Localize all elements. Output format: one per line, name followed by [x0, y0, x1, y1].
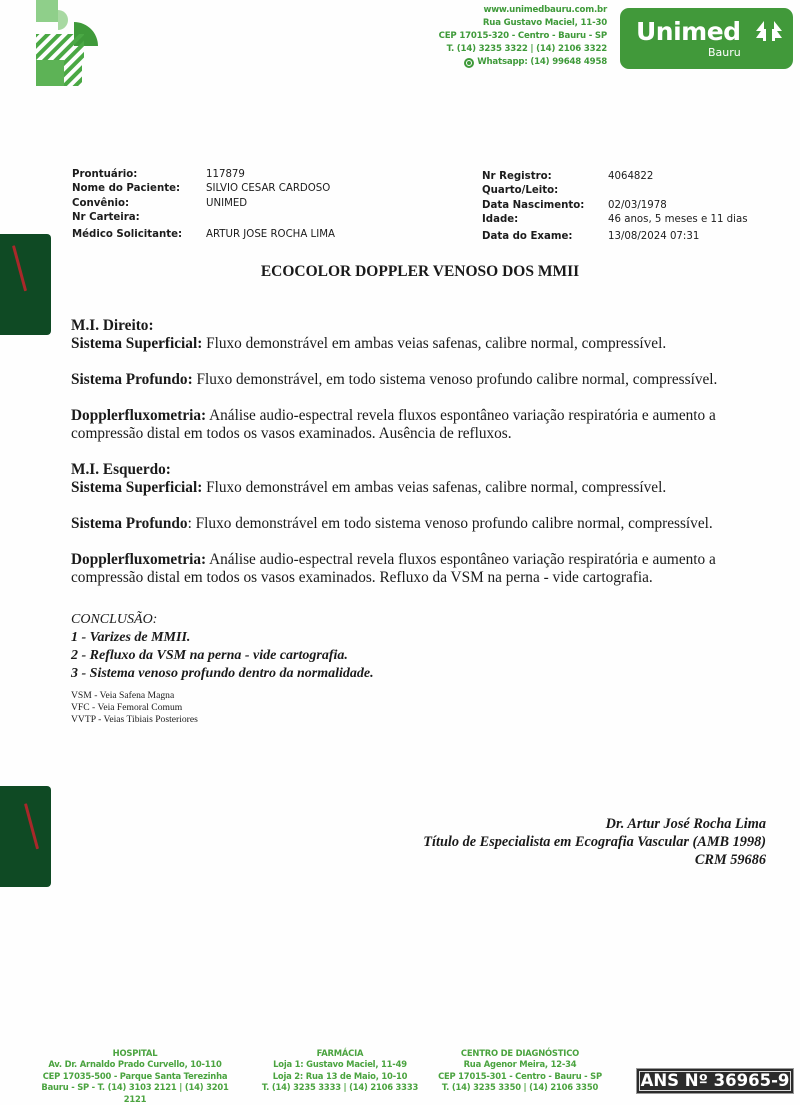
right-doppler-text: Análise audio-espectral revela fluxos espontâneo variação respiratória e aumento a compressão distal em todos os vasos examinados. Ausência de refluxos.	[71, 407, 716, 442]
value-nr-registro: 4064822	[608, 171, 654, 182]
abbreviation-item: VFC - Veia Femoral Comum	[71, 701, 183, 713]
conclusion-item: 1 - Varizes de MMII.	[71, 630, 191, 645]
footer-farmacia	[260, 1048, 420, 1094]
footer-line: Av. Dr. Arnaldo Prado Curvello, 10-110	[48, 1059, 222, 1070]
contact-phones: T. (14) 3235 3322 | (14) 2106 3322	[446, 44, 607, 54]
left-superficial-text: Fluxo demonstrável em ambas veias safenas, calibre normal, compressível.	[202, 479, 667, 496]
right-profundo-label: Sistema Profundo:	[71, 371, 193, 388]
contact-address: Rua Gustavo Maciel, 11-30	[482, 18, 607, 28]
report-title: ECOCOLOR DOPPLER VENOSO DOS MMII	[260, 263, 580, 280]
value-quarto-leito	[608, 184, 748, 198]
abbreviation-item: VVTP - Veias Tibiais Posteriores	[71, 713, 198, 725]
left-limb-heading: M.I. Esquerdo:	[71, 461, 171, 478]
brand-city: Bauru	[708, 46, 741, 59]
whatsapp-text: Whatsapp: (14) 99648 4958	[477, 57, 607, 67]
footer-hospital	[30, 1048, 240, 1105]
left-profundo-text: : Fluxo demonstrável em todo sistema venoso profundo calibre normal, compressível.	[187, 515, 713, 532]
doctor-crm: CRM 59686	[694, 852, 766, 868]
label-data-nascimento: Data Nascimento:	[482, 199, 585, 211]
label-data-exame: Data do Exame:	[482, 231, 573, 243]
binder-pin	[24, 803, 39, 849]
right-doppler	[71, 407, 751, 443]
right-superficial-label: Sistema Superficial:	[71, 335, 203, 352]
value-idade: 46 anos, 5 meses e 11 dias	[608, 213, 748, 225]
ans-registration-badge: ANS Nº 36965-9	[636, 1068, 794, 1094]
conclusion-item: 2 - Refluxo da VSM na perna - vide cartografia.	[71, 648, 348, 663]
unimed-tree-icon	[755, 20, 783, 42]
right-limb-heading: M.I. Direito:	[71, 317, 154, 334]
footer-line: Loja 1: Gustavo Maciel, 11-49	[273, 1059, 407, 1070]
label-medico-solicitante: Médico Solicitante:	[72, 229, 183, 241]
footer-diagnostico-heading: CENTRO DE DIAGNÓSTICO	[460, 1048, 580, 1058]
whatsapp-icon	[464, 58, 474, 68]
patient-info-left-labels	[72, 168, 182, 242]
footer-line: Rua Agenor Meira, 12-34	[463, 1059, 577, 1070]
right-superficial	[71, 335, 751, 353]
footer-diagnostico	[430, 1048, 610, 1094]
left-doppler-text: Análise audio-espectral revela fluxos espontâneo variação respiratória e aumento a compressão distal em todos os vasos examinados. Refluxo da VSM na perna - vide cartografia.	[71, 551, 716, 586]
unimed-badge	[620, 8, 793, 69]
left-profundo	[71, 515, 751, 533]
patient-info-right-values	[608, 170, 748, 244]
footer-line: CEP 17015-301 - Centro - Bauru - SP	[438, 1070, 602, 1081]
footer-hospital-heading: HOSPITAL	[112, 1048, 158, 1058]
value-medico-solicitante: ARTUR JOSE ROCHA LIMA	[206, 229, 335, 241]
label-nr-carteira: Nr Carteira:	[72, 211, 140, 223]
footer-line: Bauru - SP - T. (14) 3103 2121 | (14) 3201 2121	[41, 1082, 229, 1104]
value-data-nascimento: 02/03/1978	[608, 199, 667, 211]
patient-info-right-labels	[482, 170, 584, 244]
left-profundo-label: Sistema Profundo	[71, 515, 188, 532]
label-idade: Idade:	[482, 213, 519, 225]
conclusion-item: 3 - Sistema venoso profundo dentro da normalidade.	[71, 666, 374, 681]
value-nome-paciente: SILVIO CESAR CARDOSO	[206, 183, 331, 195]
label-convenio: Convênio:	[72, 197, 130, 209]
right-superficial-text: Fluxo demonstrável em ambas veias safenas, calibre normal, compressível.	[202, 335, 667, 352]
footer-line: Loja 2: Rua 13 de Maio, 10-10	[272, 1070, 408, 1081]
footer-line: T. (14) 3235 3350 | (14) 2106 3350	[441, 1082, 599, 1093]
right-profundo-text: Fluxo demonstrável, em todo sistema venoso profundo calibre normal, compressível.	[192, 371, 718, 388]
left-superficial-label: Sistema Superficial:	[71, 479, 203, 496]
conclusion	[71, 611, 374, 683]
value-nr-carteira	[206, 211, 335, 225]
left-doppler	[71, 551, 751, 587]
patient-info-left-values	[206, 168, 335, 242]
value-data-exame: 13/08/2024 07:31	[608, 231, 700, 243]
left-doppler-label: Dopplerfluxometria:	[71, 551, 207, 568]
hospital-logo	[34, 0, 100, 86]
right-profundo	[71, 371, 751, 389]
report-body	[71, 317, 751, 587]
binder-tab-top	[0, 234, 51, 335]
footer-farmacia-heading: FARMÁCIA	[316, 1048, 364, 1058]
conclusion-heading: CONCLUSÃO:	[71, 612, 158, 627]
abbreviation-item: VSM - Veia Safena Magna	[71, 690, 175, 701]
value-convenio: UNIMED	[206, 197, 248, 209]
brand-name: Unimed	[636, 17, 741, 46]
doctor-name: Dr. Artur José Rocha Lima	[605, 816, 766, 832]
signature-block	[423, 815, 766, 869]
contact-cep: CEP 17015-320 - Centro - Bauru - SP	[438, 31, 607, 41]
label-quarto-leito: Quarto/Leito:	[482, 185, 559, 197]
contact-website[interactable]: www.unimedbauru.com.br	[483, 5, 607, 15]
doctor-title: Título de Especialista em Ecografia Vascular (AMB 1998)	[423, 834, 766, 850]
header-contact	[439, 4, 607, 73]
label-nr-registro: Nr Registro:	[482, 171, 552, 182]
left-superficial	[71, 479, 751, 497]
contact-whatsapp	[464, 56, 607, 69]
footer-line: CEP 17035-500 - Parque Santa Terezinha	[42, 1070, 228, 1081]
right-doppler-label: Dopplerfluxometria:	[71, 407, 207, 424]
label-prontuario: Prontuário:	[72, 169, 138, 180]
label-nome-paciente: Nome do Paciente:	[72, 183, 181, 195]
binder-tab-bottom	[0, 786, 51, 887]
footer-line: T. (14) 3235 3333 | (14) 2106 3333	[261, 1082, 419, 1093]
value-prontuario: 117879	[206, 169, 245, 180]
abbreviations	[71, 690, 198, 725]
